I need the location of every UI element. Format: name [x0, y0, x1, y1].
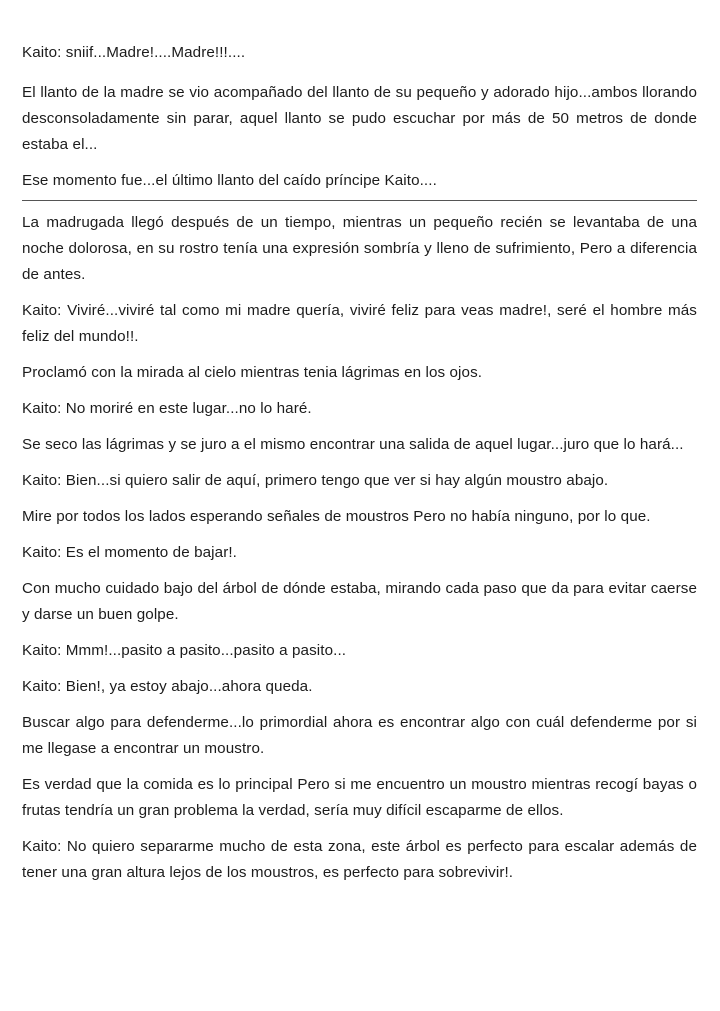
paragraph-12: Con mucho cuidado bajo del árbol de dónde estaba, mirando cada paso que da para evitar caerse y darse un buen golpe.	[22, 580, 697, 623]
paragraph-13: Kaito: Mmm!...pasito a pasito...pasito a pasito...	[22, 642, 347, 659]
paragraph-14: Kaito: Bien!, ya estoy abajo...ahora queda.	[22, 678, 313, 695]
paragraph-9: Kaito: Bien...si quiero salir de aquí, primero tengo que ver si hay algún moustro abajo.	[22, 472, 609, 489]
paragraph-15: Buscar algo para defenderme...lo primordial ahora es encontrar algo con cuál defenderme por si me llegase a encontrar un moustro.	[22, 714, 697, 757]
paragraph-1: Kaito: sniif...Madre!....Madre!!!....	[22, 44, 246, 61]
paragraph-2: El llanto de la madre se vio acompañado del llanto de su pequeño y adorado hijo...ambos llorando desconsoladamente sin parar, aquel llanto se pudo escuchar por más de 50 metros de donde estaba el...	[22, 84, 697, 153]
paragraph-10: Mire por todos los lados esperando señales de moustros Pero no había ninguno, por lo que.	[22, 508, 651, 525]
section-divider	[22, 200, 697, 201]
paragraph-5: Kaito: Viviré...viviré tal como mi madre quería, viviré feliz para veas madre!, seré el hombre más feliz del mundo!!.	[22, 302, 697, 345]
paragraph-7: Kaito: No moriré en este lugar...no lo haré.	[22, 400, 312, 417]
paragraph-4: La madrugada llegó después de un tiempo, mientras un pequeño recién se levantaba de una noche dolorosa, en su rostro tenía una expresión sombría y lleno de sufrimiento, Pero a diferencia de antes.	[22, 214, 697, 283]
paragraph-8: Se seco las lágrimas y se juro a el mismo encontrar una salida de aquel lugar...juro que lo hará...	[22, 436, 684, 453]
paragraph-11: Kaito: Es el momento de bajar!.	[22, 544, 237, 561]
paragraph-16: Es verdad que la comida es lo principal Pero si me encuentro un moustro mientras recogí bayas o frutas tendría un gran problema la verdad, sería muy difícil escaparme de ellos.	[22, 776, 697, 819]
paragraph-3: Ese momento fue...el último llanto del caído príncipe Kaito....	[22, 172, 437, 189]
paragraph-6: Proclamó con la mirada al cielo mientras tenia lágrimas en los ojos.	[22, 364, 483, 381]
paragraph-17: Kaito: No quiero separarme mucho de esta zona, este árbol es perfecto para escalar además de tener una gran altura lejos de los moustros, es perfecto para sobrevivir!.	[22, 838, 697, 881]
